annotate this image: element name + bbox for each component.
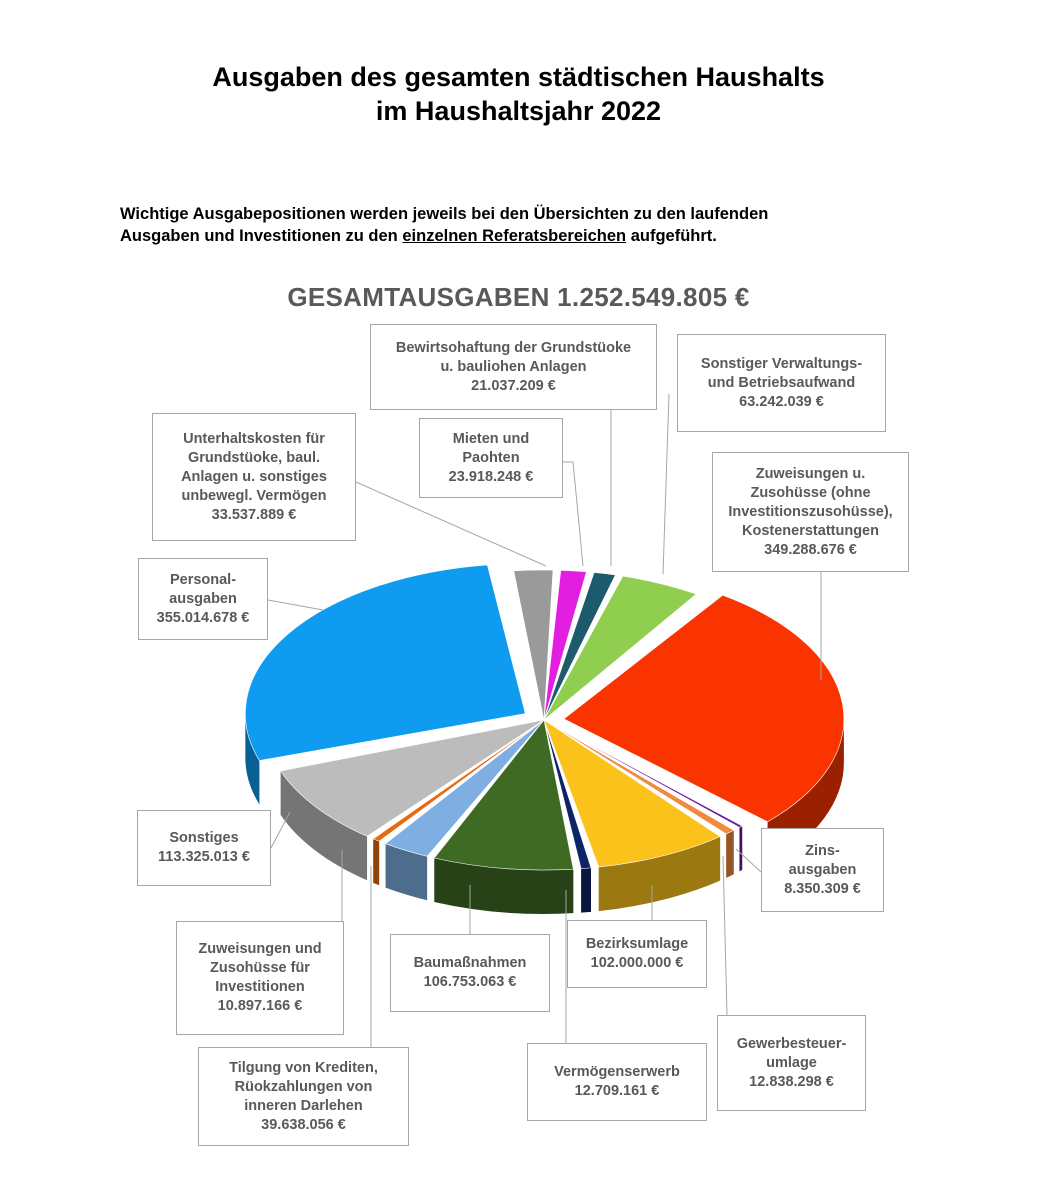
data-label-value: 12.838.298 € xyxy=(749,1073,834,1090)
pie-side-vermoegen xyxy=(581,868,591,913)
leader-line-verwaltung xyxy=(663,394,669,574)
data-label-value: 39.638.056 € xyxy=(261,1116,346,1133)
data-label-sonstiges xyxy=(137,810,271,886)
data-label-vermoegen xyxy=(527,1043,707,1121)
data-label-text: Zuweisungen und xyxy=(198,941,322,957)
title-line-1: Ausgaben des gesamten städtischen Haushalts xyxy=(212,62,825,92)
data-label-text: Anlagen u. sonstiges xyxy=(181,468,327,485)
data-label-value: 113.325.013 € xyxy=(158,849,250,865)
intro-line-2-end: aufgeführt. xyxy=(626,227,717,245)
data-label-text: Zusohüsse (ohne xyxy=(750,484,871,501)
data-label-bau xyxy=(390,934,550,1012)
data-label-value: 10.897.166 € xyxy=(217,998,303,1014)
leader-line-sonstiges xyxy=(271,812,290,848)
data-label-text: Kostenerstattungen xyxy=(742,522,879,539)
data-label-text: Grundstüoke, baul. xyxy=(187,449,321,466)
title-line-2: im Haushaltsjahr 2022 xyxy=(375,96,662,126)
data-label-text: Rüokzahlungen von xyxy=(234,1078,373,1095)
data-label-value: 33.537.889 € xyxy=(211,506,297,523)
data-label-text: Zuweisungen u. xyxy=(755,465,866,482)
data-label-text: Unterhaltskosten für xyxy=(183,430,325,447)
leader-line-mieten xyxy=(563,462,583,566)
data-label-text: ausgaben xyxy=(788,861,857,878)
data-label-unterhalt xyxy=(152,413,356,541)
data-label-value: 106.753.063 € xyxy=(423,974,517,990)
data-label-text: unbewegl. Vermögen xyxy=(181,487,327,504)
data-label-text: Bezirksumlage xyxy=(585,936,689,952)
data-label-value: 12.709.161 € xyxy=(574,1083,660,1099)
data-label-text: Tilgung von Krediten, xyxy=(229,1059,378,1076)
data-label-text: umlage xyxy=(766,1054,817,1071)
data-label-bezirk xyxy=(567,920,707,988)
data-label-value: 355.014.678 € xyxy=(156,609,250,626)
data-label-zuweisungen_inv xyxy=(176,921,344,1035)
data-label-value: 102.000.000 € xyxy=(590,955,684,971)
data-label-text: u. bauliohen Anlagen xyxy=(440,358,587,375)
data-label-text: Personal- xyxy=(169,571,237,588)
data-label-mieten xyxy=(419,418,563,498)
leader-line-gewerbe xyxy=(723,856,727,1015)
data-label-text: Investitionen xyxy=(215,979,305,995)
data-label-text: Zusohüsse für xyxy=(210,960,310,976)
intro-line-1: Wichtige Ausgabepositionen werden jeweils bei den Übersichten zu den laufenden xyxy=(120,205,769,223)
data-label-text: Investitionszusohüsse), xyxy=(728,503,893,520)
data-label-zuweisungen xyxy=(712,452,909,572)
data-label-text: ausgaben xyxy=(169,590,237,607)
data-label-personal xyxy=(138,558,268,640)
pie-slice-personal xyxy=(245,565,525,761)
data-label-text: Zins- xyxy=(805,842,840,859)
data-label-text: Bewirtsohaftung der Grundstüoke xyxy=(395,339,632,356)
data-label-zins xyxy=(761,828,884,912)
referatsbereiche-link[interactable]: einzelnen Referatsbereichen xyxy=(402,227,627,245)
data-label-text: Gewerbesteuer- xyxy=(736,1035,847,1052)
data-label-text: Paohten xyxy=(462,449,520,466)
intro-line-2-start: Ausgaben und Investitionen zu den xyxy=(120,227,403,245)
data-label-text: Vermögenserwerb xyxy=(554,1064,680,1080)
pie-side-gewerbe xyxy=(726,830,734,878)
data-label-value: 63.242.039 € xyxy=(739,393,824,410)
data-label-tilgung xyxy=(198,1047,409,1146)
data-label-value: 23.918.248 € xyxy=(448,468,534,485)
data-label-gewerbe xyxy=(717,1015,866,1111)
leader-line-personal xyxy=(268,600,323,610)
data-label-verwaltung xyxy=(677,334,886,432)
pie-side-zins xyxy=(739,826,742,871)
data-label-text: und Betriebsaufwand xyxy=(707,374,856,391)
data-label-text: inneren Darlehen xyxy=(244,1097,363,1114)
data-label-bewirtschaftung xyxy=(370,324,657,410)
data-label-text: Sonstiges xyxy=(169,830,239,846)
chart-title: GESAMTAUSGABEN 1.252.549.805 € xyxy=(287,282,750,312)
pie-side-zuweisungen_inv xyxy=(373,839,379,885)
data-label-text: Sonstiger Verwaltungs- xyxy=(700,355,863,372)
data-label-text: Mieten und xyxy=(452,430,530,447)
data-label-text: Baumaßnahmen xyxy=(413,955,527,971)
data-label-value: 8.350.309 € xyxy=(784,880,861,897)
data-label-value: 21.037.209 € xyxy=(471,377,556,394)
data-label-value: 349.288.676 € xyxy=(764,541,857,558)
